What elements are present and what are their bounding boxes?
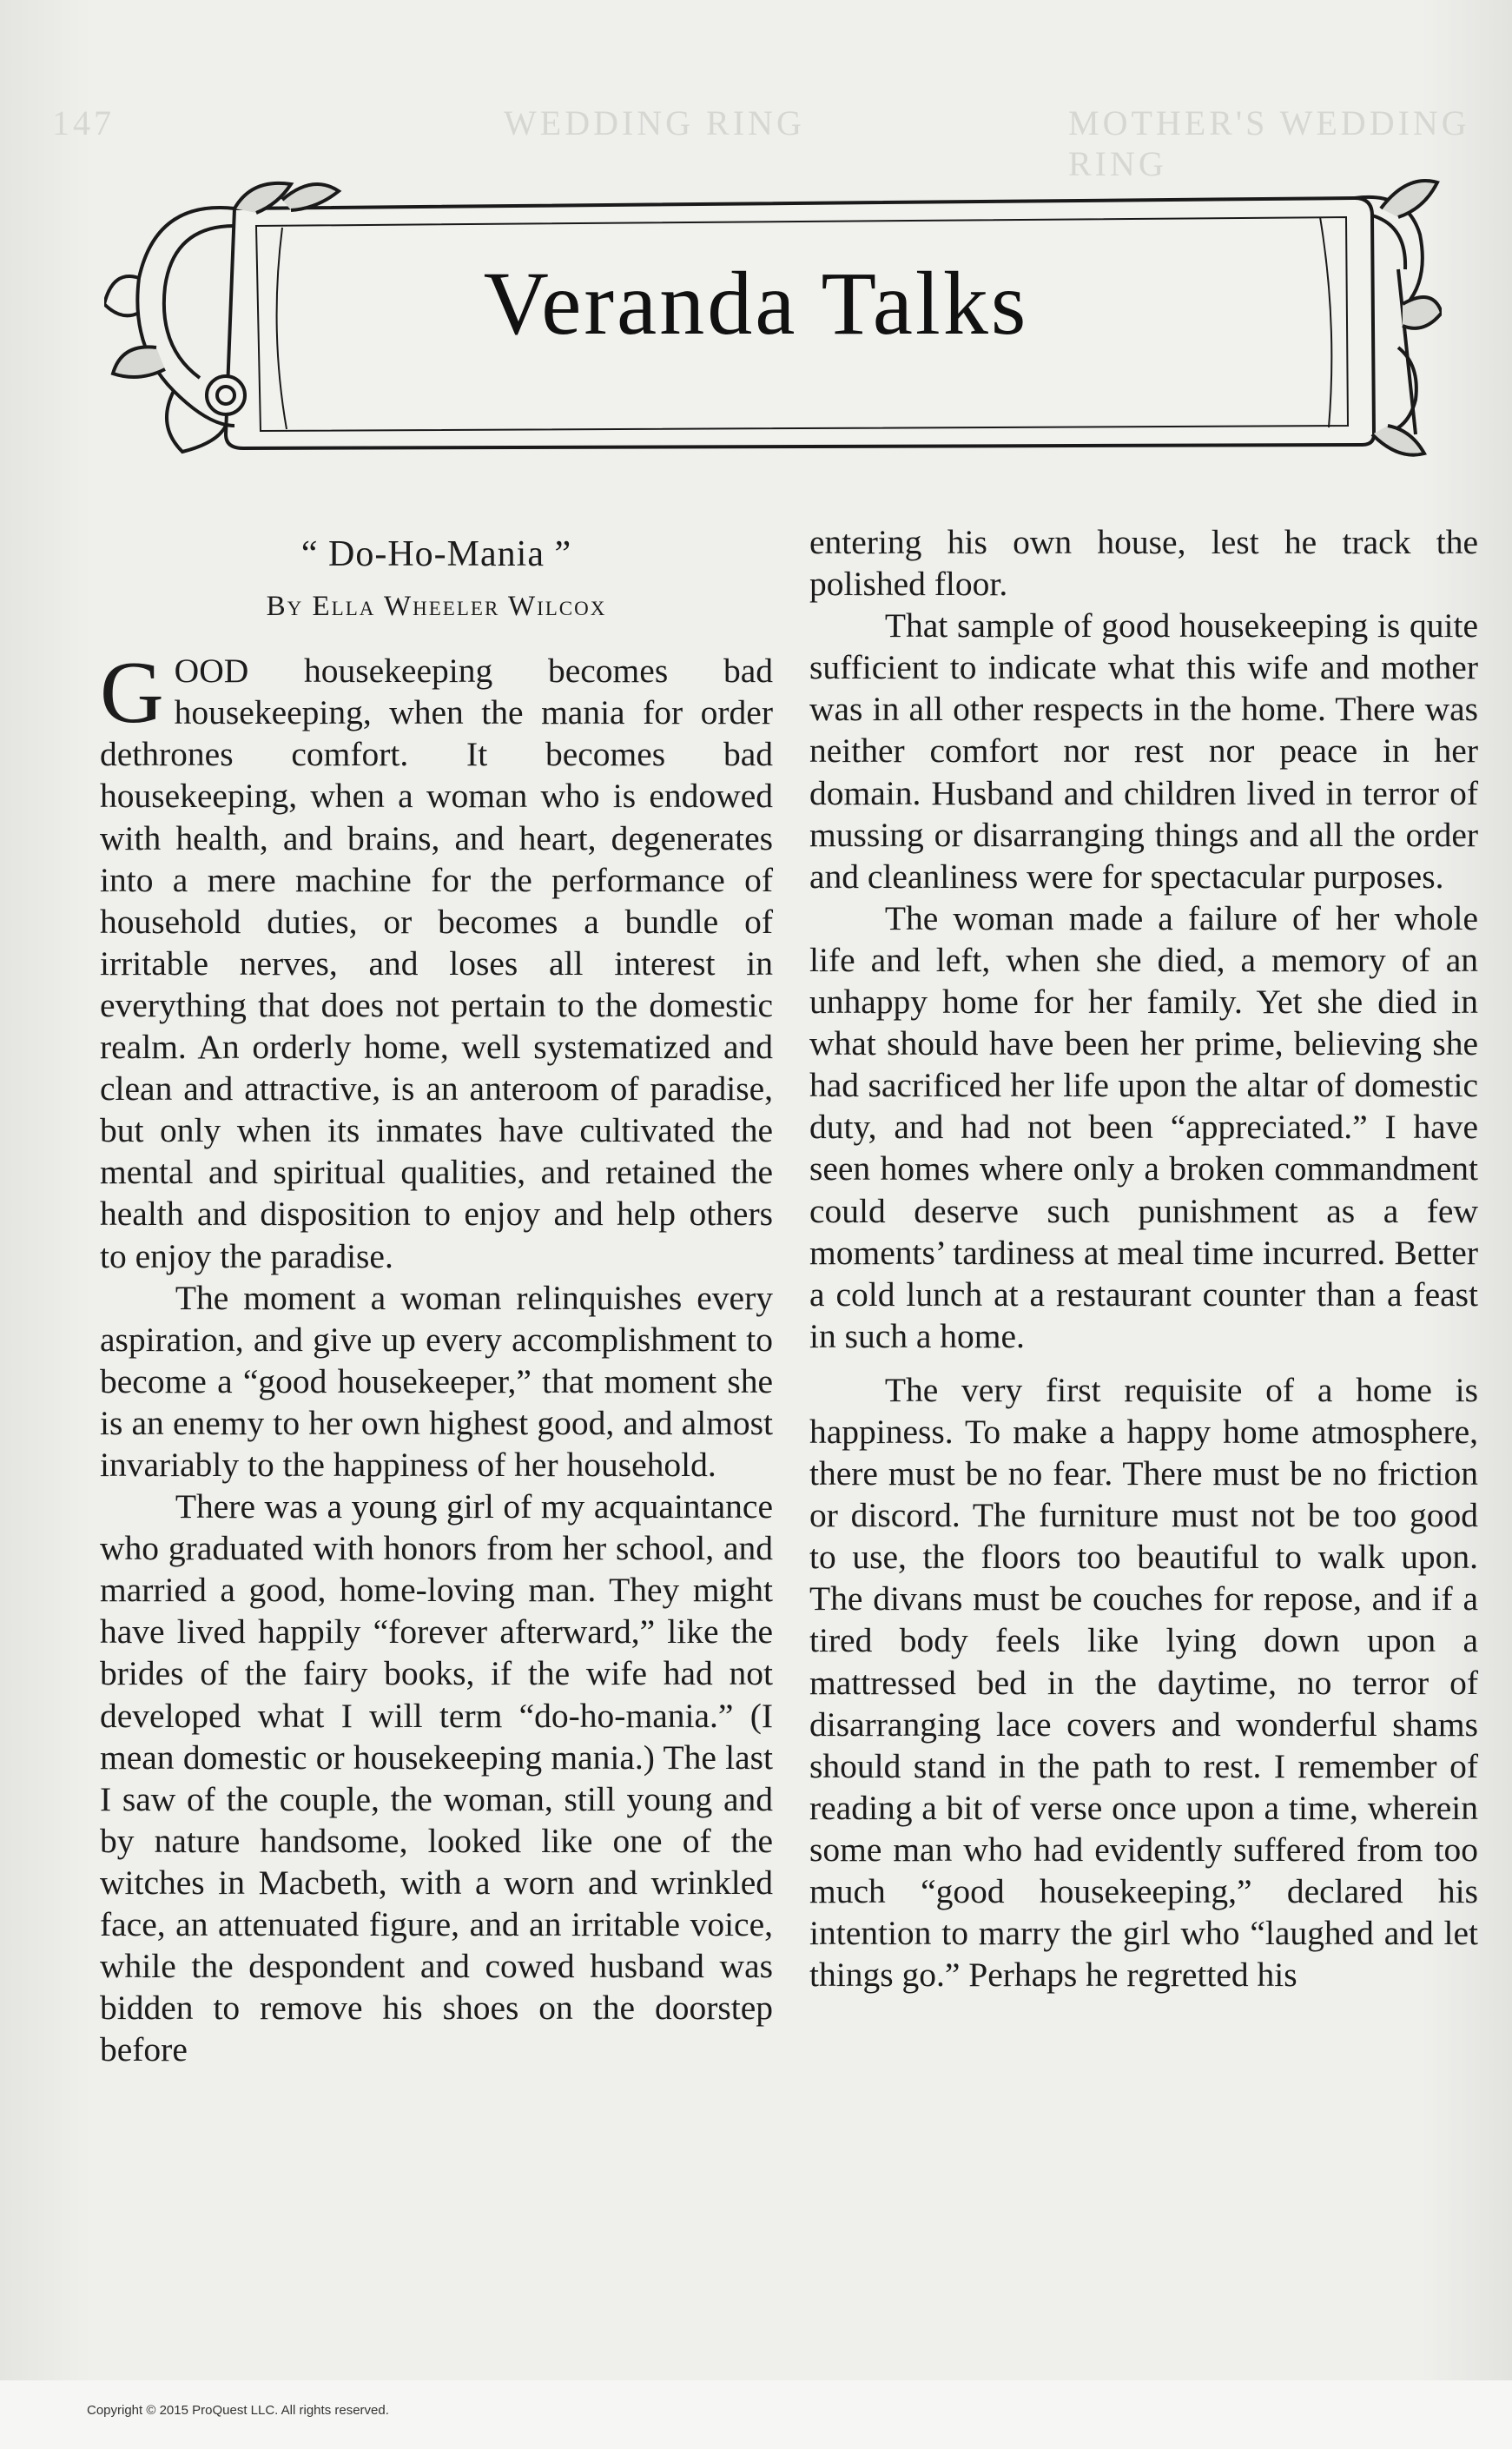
column-left [100, 521, 773, 2070]
ghost-left-header: WEDDING RING [504, 103, 805, 142]
paragraph-4: That sample of good housekeeping is quite sufficient to indicate what this wife and mother was in all other respects in the home. There was neither comfort nor rest nor peace in her domain. Husband and children lived in terror of mussing or disarranging things and all the order and cleanliness were for spectacular purposes. [809, 606, 1478, 896]
paragraph-1 [100, 644, 773, 1276]
ghost-page-number: 147 [52, 103, 115, 142]
paragraph-3-continued: entering his own house, lest he track the polished floor. [809, 523, 1478, 604]
paragraph-2: The moment a woman relinquishes every aspiration, and give up every accomplishment to become a “good housekeeper,” that moment she is an enemy to her own highest good, and almost invariably to the happiness of her household. [100, 1278, 773, 1484]
paragraph-5: The woman made a failure of her whole life and left, when she died, a memory of an unhappy home for her family. Yet she died in what should have been her prime, believing she had sacrificed her life upon the altar of domestic duty, and had not been “appreciated.” I have seen homes where only a broken commandment could deserve such punishment as a few moments’ tardiness at meal time incurred. Better a cold lunch at a restaurant counter than a feast in such a home. [809, 898, 1478, 1355]
column-right [809, 521, 1478, 1996]
paragraph-3: There was a young girl of my acquaintance who graduated with honors from her school, and married a good, home-loving man. They might have lived happily “forever afterward,” like the brides of the fairy books, if the wife had not developed what I will term “do-ho-mania.” (I mean domestic or housekeeping mania.) The last I saw of the couple, the woman, still young and by nature handsome, looked like one of the witches in Macbeth, with a worn and wrinkled face, an attenuated figure, and an irritable voice, while the despondent and cowed husband was bidden to remove his shoes on the doorstep before [100, 1487, 773, 2069]
ghost-right-header: MOTHER'S WEDDING RING [1068, 103, 1470, 183]
paragraph-1-text: OOD housekeeping becomes bad housekeeping, when the mania for order dethrones comfort. It becomes bad housekeeping, when a woman who is endowed with health, and brains, and heart, degenerates into a mere machine for the performance of household duties, or becomes a bundle of irritable nerves, and loses all interest in everything that does not pertain to the domestic realm. An orderly home, well systematized and clean and attractive, is an anteroom of paradise, but only when its inmates have cultivated the mental and spiritual qualities, and retained the health and disposition to enjoy and help others to enjoy the paradise. [100, 652, 773, 1275]
copyright-notice: Copyright © 2015 ProQuest LLC. All rights reserved. [87, 2403, 389, 2418]
paragraph-6: The very first requisite of a home is happiness. To make a happy home atmosphere, there must be no fear. There must be no friction or discord. The furniture must not be too good to use, the floors too beautiful to walk upon. The divans must be couches for repose, and if a tired body feels like lying down upon a mattressed bed in the daytime, no terror of disarranging lace covers and wonderful shams should stand in the path to rest. I remember of reading a bit of verse once upon a time, wherein some man who had evidently suffered from too much “good housekeeping,” declared his intention to marry the girl who “laughed and let things go.” Perhaps he regretted his [809, 1370, 1478, 1995]
byline-author: Ella Wheeler Wilcox [312, 591, 607, 623]
article-byline [100, 586, 773, 627]
drop-cap: G [100, 644, 164, 743]
byline-prefix: By [266, 591, 304, 623]
article-title: “ Do-Ho-Mania ” [300, 534, 572, 574]
masthead-title: Veranda Talks [483, 254, 1029, 354]
